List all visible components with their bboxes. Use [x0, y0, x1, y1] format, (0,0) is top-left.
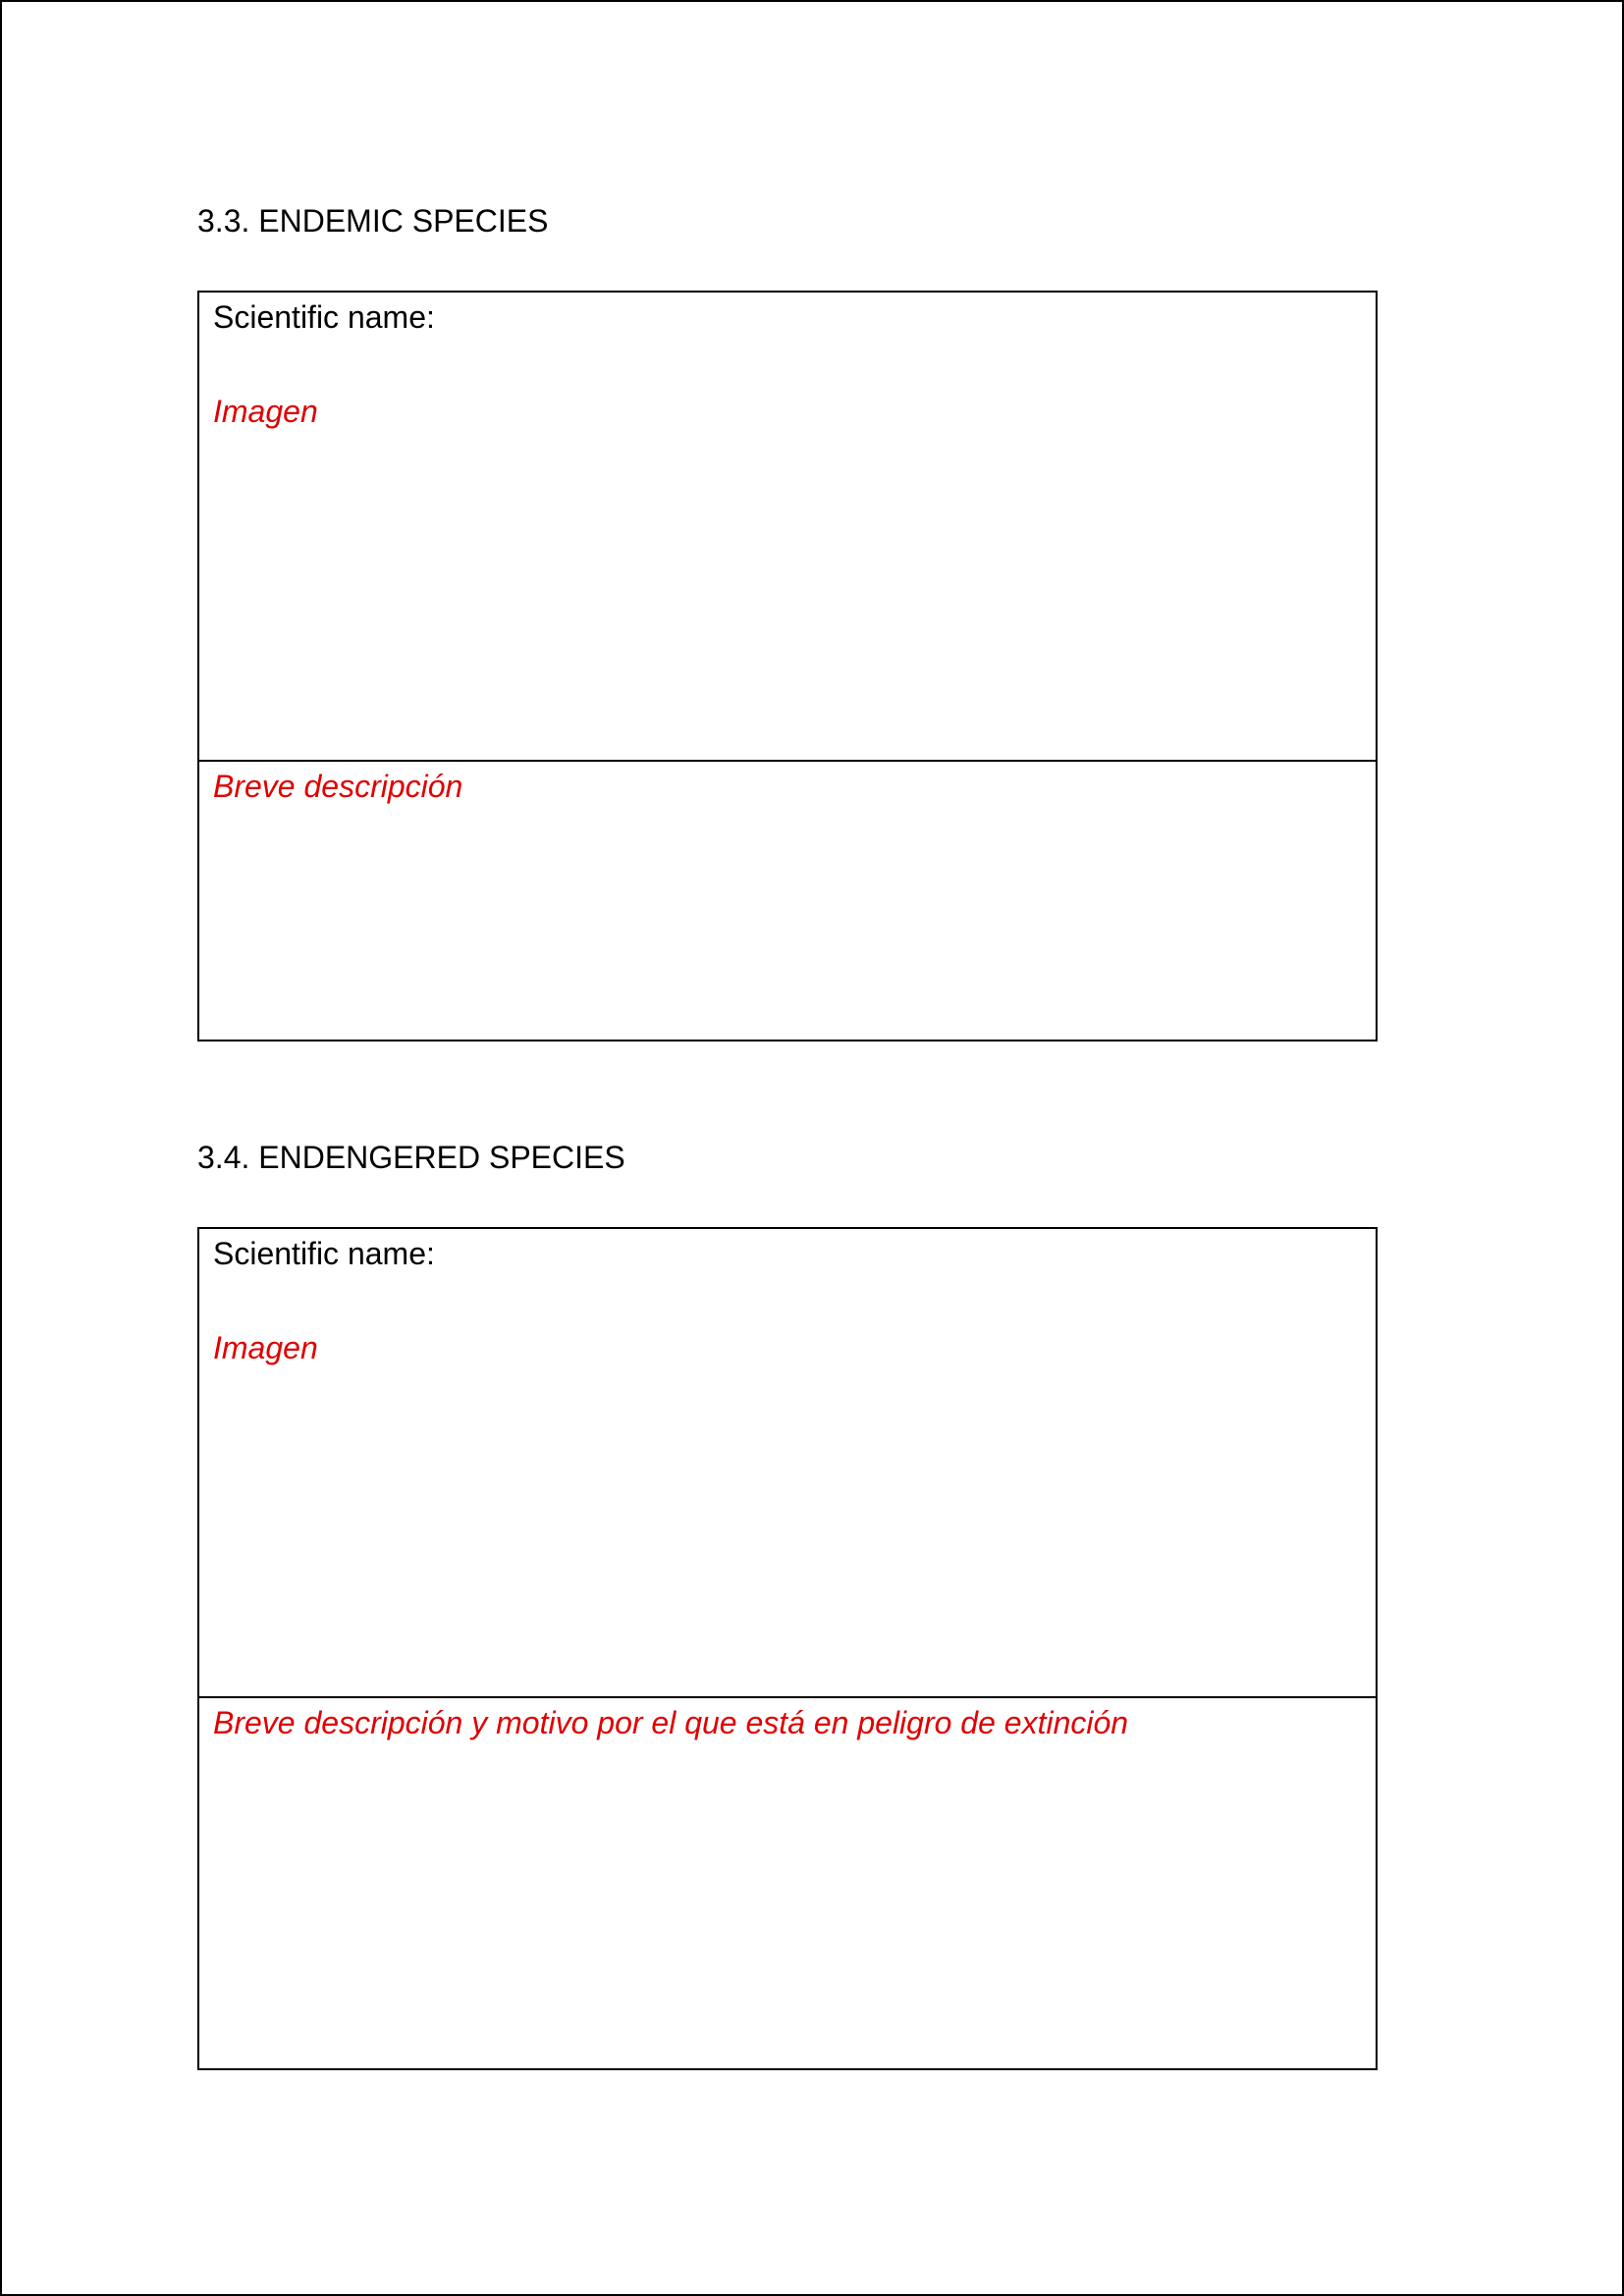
endangered-description-cell	[199, 1698, 1376, 2068]
endemic-image-cell	[199, 293, 1376, 762]
endangered-species-table	[197, 1227, 1378, 2070]
endangered-image-cell	[199, 1229, 1376, 1698]
description-placeholder: Breve descripción y motivo por el que está en peligro de extinción	[213, 1705, 1129, 1740]
scientific-name-label: Scientific name:	[213, 1236, 435, 1271]
scientific-name-label: Scientific name:	[213, 299, 435, 335]
description-placeholder: Breve descripción	[213, 769, 463, 804]
image-placeholder: Imagen	[213, 394, 318, 429]
endemic-description-cell	[199, 762, 1376, 1040]
endemic-species-table	[197, 291, 1378, 1041]
section-heading-endangered: 3.4. ENDENGERED SPECIES	[197, 1140, 625, 1175]
section-heading-endemic: 3.3. ENDEMIC SPECIES	[197, 203, 549, 239]
image-placeholder: Imagen	[213, 1330, 318, 1365]
